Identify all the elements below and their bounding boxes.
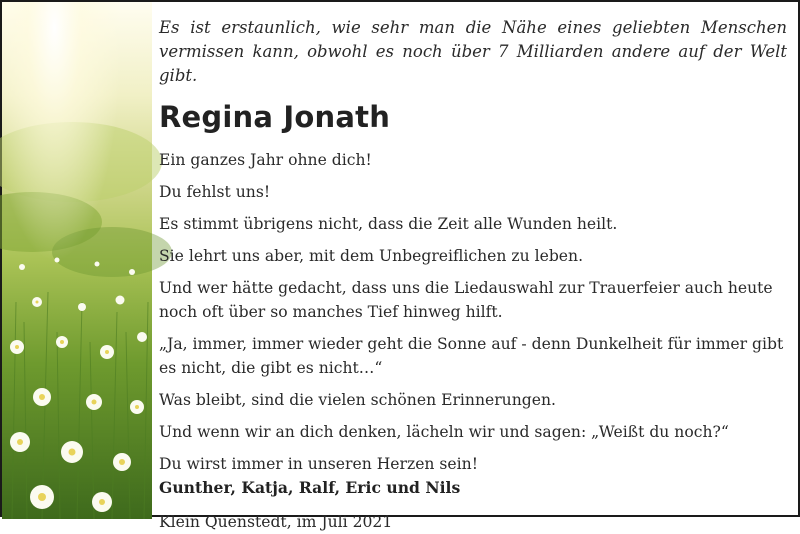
epigraph-quote: Es ist erstaunlich, wie sehr man die Nähe eines geliebten Menschen vermissen kann, obwohl es noch über 7 Milliarden andere auf der Welt gibt. — [159, 18, 787, 85]
meadow-photo — [2, 2, 152, 519]
memorial-text — [159, 148, 787, 444]
memorial-line: Du fehlst uns! — [159, 183, 271, 201]
memorial-line: Es stimmt übrigens nicht, dass die Zeit alle Wunden heilt. — [159, 215, 618, 233]
memorial-line: Und wenn wir an dich denken, lächeln wir und sagen: „Weißt du noch?“ — [159, 423, 729, 441]
obituary-text — [159, 16, 787, 534]
memorial-line: „Ja, immer, immer wieder geht die Sonne auf - denn Dunkelheit für immer gibt es nicht, die gibt es nicht…“ — [159, 335, 784, 377]
memorial-line: Sie lehrt uns aber, mit dem Unbegreiflichen zu leben. — [159, 247, 584, 265]
meadow-image — [2, 2, 152, 519]
memorial-line: Ein ganzes Jahr ohne dich! — [159, 151, 372, 169]
place-date: Klein Quenstedt, im Juli 2021 — [159, 513, 393, 531]
memorial-line: Und wer hätte gedacht, dass uns die Liedauswahl zur Trauerfeier auch heute noch oft über so manches Tief hinweg hilft. — [159, 279, 773, 321]
memorial-line: Was bleibt, sind die vielen schönen Erinnerungen. — [159, 391, 556, 409]
closing-line: Du wirst immer in unseren Herzen sein! — [159, 455, 478, 473]
signers: Gunther, Katja, Ralf, Eric und Nils — [159, 478, 461, 497]
deceased-name: Regina Jonath — [159, 100, 391, 134]
